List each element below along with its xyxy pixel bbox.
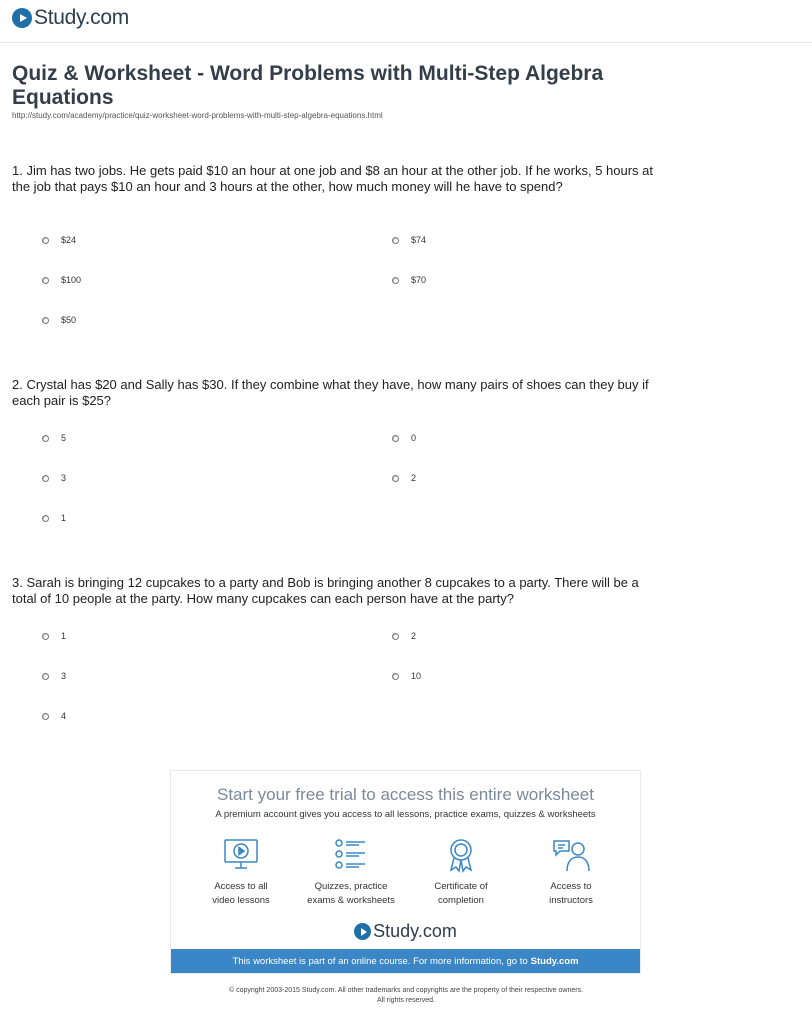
radio-button[interactable] bbox=[42, 277, 49, 284]
option-label: 3 bbox=[61, 671, 67, 681]
play-logo-icon bbox=[12, 8, 32, 28]
feature-label-line1: Certificate of bbox=[434, 881, 488, 892]
video-lesson-icon bbox=[222, 837, 260, 873]
page-title: Quiz & Worksheet - Word Problems with Multi-Step Algebra Equations bbox=[12, 62, 604, 109]
option-label: $70 bbox=[411, 275, 427, 285]
answer-option[interactable] bbox=[42, 235, 76, 245]
feature-label-line1: Quizzes, practice bbox=[314, 881, 388, 892]
radio-button[interactable] bbox=[392, 435, 399, 442]
radio-button[interactable] bbox=[42, 435, 49, 442]
copyright-line-1: © copyright 2003-2015 Study.com. All other trademarks and copyrights are the property of their respective owners. bbox=[228, 987, 584, 994]
option-label: 2 bbox=[411, 631, 417, 641]
answer-option[interactable] bbox=[42, 631, 66, 641]
radio-button[interactable] bbox=[392, 277, 399, 284]
radio-button[interactable] bbox=[42, 475, 49, 482]
radio-button[interactable] bbox=[392, 475, 399, 482]
feature-video-lessons bbox=[186, 837, 296, 908]
option-label: 10 bbox=[411, 671, 422, 681]
option-label: 4 bbox=[61, 711, 67, 721]
certificate-icon bbox=[442, 837, 480, 873]
answer-option[interactable] bbox=[42, 315, 76, 325]
page-url: http://study.com/academy/practice/quiz-worksheet-word-problems-with-multi-step-algebra-equations.html bbox=[12, 111, 383, 120]
answer-option[interactable] bbox=[42, 513, 66, 523]
radio-button[interactable] bbox=[392, 673, 399, 680]
brand-name: Study.com bbox=[34, 6, 129, 29]
answer-option[interactable] bbox=[392, 433, 416, 443]
radio-button[interactable] bbox=[392, 633, 399, 640]
option-label: 5 bbox=[61, 433, 67, 443]
radio-button[interactable] bbox=[42, 633, 49, 640]
feature-label-line2: instructors bbox=[549, 895, 593, 906]
question-1: 1. Jim has two jobs. He gets paid $10 an hour at one job and $8 an hour at the other job. If he works, 5 hours at the job that pays $10 an hour and 3 hours at the other, how much money will he have to spend? bbox=[12, 163, 654, 194]
feature-label-line2: exams & worksheets bbox=[307, 895, 395, 906]
option-label: $24 bbox=[61, 235, 77, 245]
answer-option[interactable] bbox=[42, 671, 66, 681]
feature-label-line2: video lessons bbox=[212, 895, 270, 906]
feature-label-line1: Access to all bbox=[214, 881, 268, 892]
option-label: 3 bbox=[61, 473, 67, 483]
feature-certificate bbox=[406, 837, 516, 908]
play-logo-icon bbox=[354, 923, 371, 940]
radio-button[interactable] bbox=[42, 673, 49, 680]
option-label: 1 bbox=[61, 513, 67, 523]
promo-subtitle: A premium account gives you access to all lessons, practice exams, quizzes & worksheets bbox=[215, 809, 596, 820]
answer-option[interactable] bbox=[392, 473, 416, 483]
option-label: $100 bbox=[61, 275, 82, 285]
promo-title[interactable]: Start your free trial to access this entire worksheet bbox=[217, 785, 594, 804]
option-label: 0 bbox=[411, 433, 417, 443]
answer-option[interactable] bbox=[392, 275, 426, 285]
radio-button[interactable] bbox=[42, 317, 49, 324]
answer-option[interactable] bbox=[42, 711, 66, 721]
answer-option[interactable] bbox=[42, 473, 66, 483]
answer-option[interactable] bbox=[392, 631, 416, 641]
header-divider bbox=[0, 42, 812, 43]
feature-instructors bbox=[516, 837, 626, 908]
question-3: 3. Sarah is bringing 12 cupcakes to a party and Bob is bringing another 8 cupcakes to a party. There will be a total of 10 people at the party. How many cupcakes can each person have at the party? bbox=[12, 575, 639, 606]
option-label: $50 bbox=[61, 315, 77, 325]
option-label: $74 bbox=[411, 235, 427, 245]
radio-button[interactable] bbox=[42, 515, 49, 522]
option-label: 2 bbox=[411, 473, 417, 483]
question-2: 2. Crystal has $20 and Sally has $30. If they combine what they have, how many pairs of shoes can they buy if each pair is $25? bbox=[12, 377, 649, 408]
feature-label-line2: completion bbox=[438, 895, 484, 906]
instructor-icon bbox=[551, 837, 591, 873]
banner-text: This worksheet is part of an online course. For more information, go to bbox=[232, 955, 528, 967]
answer-option[interactable] bbox=[42, 433, 66, 443]
radio-button[interactable] bbox=[392, 237, 399, 244]
answer-option[interactable] bbox=[42, 275, 81, 285]
free-trial-promo bbox=[170, 770, 641, 974]
banner-link[interactable]: Study.com bbox=[530, 955, 579, 967]
answer-option[interactable] bbox=[392, 235, 426, 245]
feature-label-line1: Access to bbox=[550, 881, 592, 892]
studycom-logo[interactable] bbox=[12, 6, 129, 30]
radio-button[interactable] bbox=[42, 713, 49, 720]
copyright-footer bbox=[0, 986, 812, 1006]
promo-studycom-logo[interactable] bbox=[171, 921, 640, 942]
copyright-line-2: All rights reserved. bbox=[377, 997, 435, 1004]
option-label: 1 bbox=[61, 631, 67, 641]
answer-option[interactable] bbox=[392, 671, 421, 681]
quiz-list-icon bbox=[332, 837, 370, 873]
radio-button[interactable] bbox=[42, 237, 49, 244]
course-info-banner[interactable] bbox=[171, 949, 640, 973]
feature-quizzes bbox=[296, 837, 406, 908]
promo-brand-name: Study.com bbox=[373, 921, 457, 941]
